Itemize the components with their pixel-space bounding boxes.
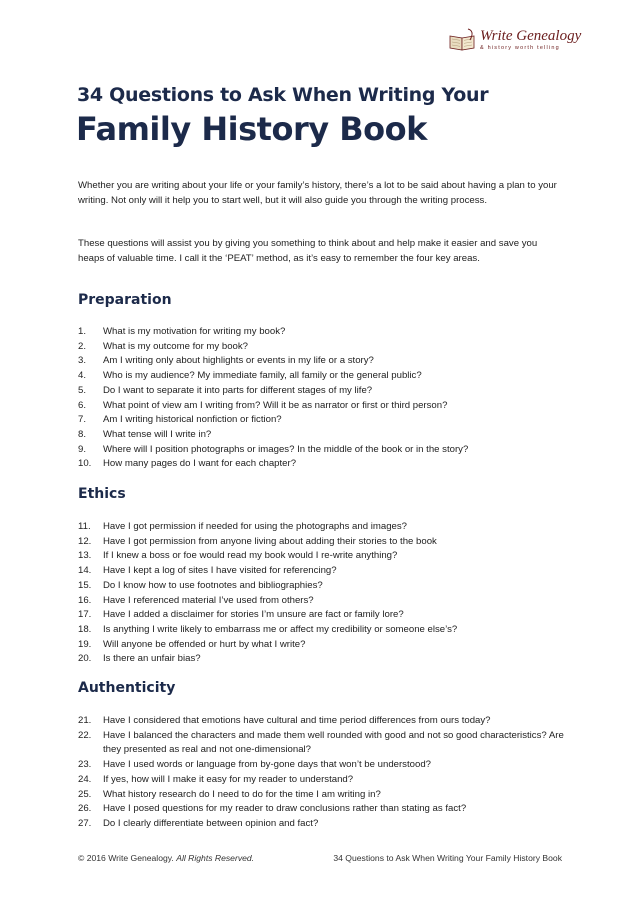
list-item — [78, 325, 568, 340]
list-item — [78, 714, 568, 729]
question-text: Have I balanced the characters and made them well rounded with good and not so good characteristics? Are they presented as real and not one-dimensional? — [103, 729, 564, 756]
list-item — [78, 652, 568, 667]
question-number: 24. — [78, 773, 92, 785]
question-number: 12. — [78, 535, 92, 547]
section-heading-authenticity: Authenticity — [78, 680, 176, 696]
list-item — [78, 788, 568, 803]
list-item — [78, 758, 568, 773]
question-number: 19. — [78, 638, 92, 650]
question-number: 27. — [78, 817, 92, 829]
question-text: Do I clearly differentiate between opinion and fact? — [103, 817, 319, 829]
authenticity-question-list — [78, 714, 568, 832]
question-text: Am I writing only about highlights or events in my life or a story? — [103, 355, 374, 367]
section-heading-preparation: Preparation — [78, 292, 172, 308]
question-text: Where will I position photographs or images? In the middle of the book or in the story? — [103, 443, 469, 455]
list-item — [78, 729, 568, 758]
question-number: 13. — [78, 550, 92, 562]
question-text: Is anything I write likely to embarrass me or affect my credibility or someone else’s? — [103, 623, 458, 635]
question-number: 9. — [78, 443, 87, 455]
list-item — [78, 549, 568, 564]
list-item — [78, 428, 568, 443]
question-number: 15. — [78, 579, 92, 591]
question-number: 6. — [78, 399, 87, 411]
question-text: Is there an unfair bias? — [103, 653, 201, 665]
question-text: What point of view am I writing from? Will it be as narrator or first or third person? — [103, 399, 448, 411]
question-text: What is my outcome for my book? — [103, 340, 249, 352]
question-text: Have I kept a log of sites I have visited for referencing? — [103, 565, 337, 577]
list-item — [78, 623, 568, 638]
intro-paragraph-2: These questions will assist you by giving you something to think about and help make it easier and save you heaps of valuable time. I call it the ‘PEAT’ method, as it’s easy to remember the four key areas. — [78, 238, 538, 264]
question-text: If I knew a boss or foe would read my book would I re-write anything? — [103, 550, 398, 562]
question-number: 10. — [78, 458, 92, 470]
list-item — [78, 579, 568, 594]
question-number: 5. — [78, 384, 87, 396]
question-text: Have I added a disclaimer for stories I’m unsure are fact or family lore? — [103, 609, 404, 621]
book-quill-icon — [448, 28, 478, 52]
question-text: What history research do I need to do for the time I am writing in? — [103, 788, 381, 800]
list-item — [78, 384, 568, 399]
question-number: 1. — [78, 326, 87, 337]
question-text: If yes, how will I make it easy for my reader to understand? — [103, 773, 354, 785]
question-text: Do I want to separate it into parts for different stages of my life? — [103, 384, 373, 396]
question-text: Have I posed questions for my reader to draw conclusions rather than stating as fact? — [103, 803, 467, 815]
question-number: 26. — [78, 803, 92, 815]
question-text: How many pages do I want for each chapter? — [103, 458, 297, 470]
question-number: 4. — [78, 370, 87, 382]
question-text: What tense will I write in? — [103, 428, 212, 440]
logo-title: Write Genealogy — [480, 28, 582, 44]
question-number: 17. — [78, 609, 92, 621]
question-text: What is my motivation for writing my book? — [103, 326, 286, 337]
question-number: 21. — [78, 715, 92, 726]
question-text: Am I writing historical nonfiction or fiction? — [103, 414, 282, 426]
list-item — [78, 817, 568, 832]
footer-copyright — [78, 853, 254, 863]
question-text: Have I got permission if needed for using the photographs and images? — [103, 521, 407, 532]
question-number: 20. — [78, 653, 92, 665]
list-item — [78, 564, 568, 579]
page-title-line2: Family History Book — [76, 110, 427, 148]
list-item — [78, 638, 568, 653]
list-item — [78, 802, 568, 817]
list-item — [78, 399, 568, 414]
question-number: 11. — [78, 521, 91, 532]
question-text: Have I considered that emotions have cultural and time period differences from ours today? — [103, 715, 491, 726]
list-item — [78, 594, 568, 609]
question-number: 22. — [78, 729, 92, 741]
ethics-question-list — [78, 520, 568, 667]
list-item — [78, 608, 568, 623]
section-heading-ethics: Ethics — [78, 486, 126, 502]
list-item — [78, 354, 568, 369]
question-text: Have I used words or language from by-gone days that won’t be understood? — [103, 759, 431, 771]
question-number: 8. — [78, 428, 87, 440]
question-number: 7. — [78, 414, 87, 426]
preparation-question-list — [78, 325, 568, 472]
intro-paragraph-1: Whether you are writing about your life or your family’s history, there’s a lot to be said about having a plan to your writing. Not only will it help you to start well, but it will also guide you through the writing process. — [78, 180, 557, 206]
question-number: 16. — [78, 594, 92, 606]
question-number: 2. — [78, 340, 87, 352]
rights-text: All Rights Reserved. — [176, 853, 255, 863]
question-text: Will anyone be offended or hurt by what I write? — [103, 638, 306, 650]
list-item — [78, 413, 568, 428]
question-text: Do I know how to use footnotes and bibliographies? — [103, 579, 323, 591]
list-item — [78, 535, 568, 550]
question-number: 18. — [78, 623, 92, 635]
question-text: Have I referenced material I’ve used from others? — [103, 594, 314, 606]
question-number: 23. — [78, 759, 92, 771]
question-number: 25. — [78, 788, 92, 800]
question-text: Who is my audience? My immediate family, all family or the general public? — [103, 370, 422, 382]
list-item — [78, 457, 568, 472]
footer-doc-title: 34 Questions to Ask When Writing Your Family History Book — [333, 853, 562, 863]
list-item — [78, 369, 568, 384]
list-item — [78, 443, 568, 458]
question-number: 14. — [78, 565, 92, 577]
list-item — [78, 340, 568, 355]
copyright-text: © 2016 Write Genealogy. — [78, 853, 174, 863]
question-text: Have I got permission from anyone living about adding their stories to the book — [103, 535, 437, 547]
brand-logo — [448, 26, 608, 56]
list-item — [78, 773, 568, 788]
logo-subtitle: & history worth telling — [480, 45, 560, 51]
question-number: 3. — [78, 355, 87, 367]
page-title-line1: 34 Questions to Ask When Writing Your — [77, 84, 489, 106]
list-item — [78, 520, 568, 535]
